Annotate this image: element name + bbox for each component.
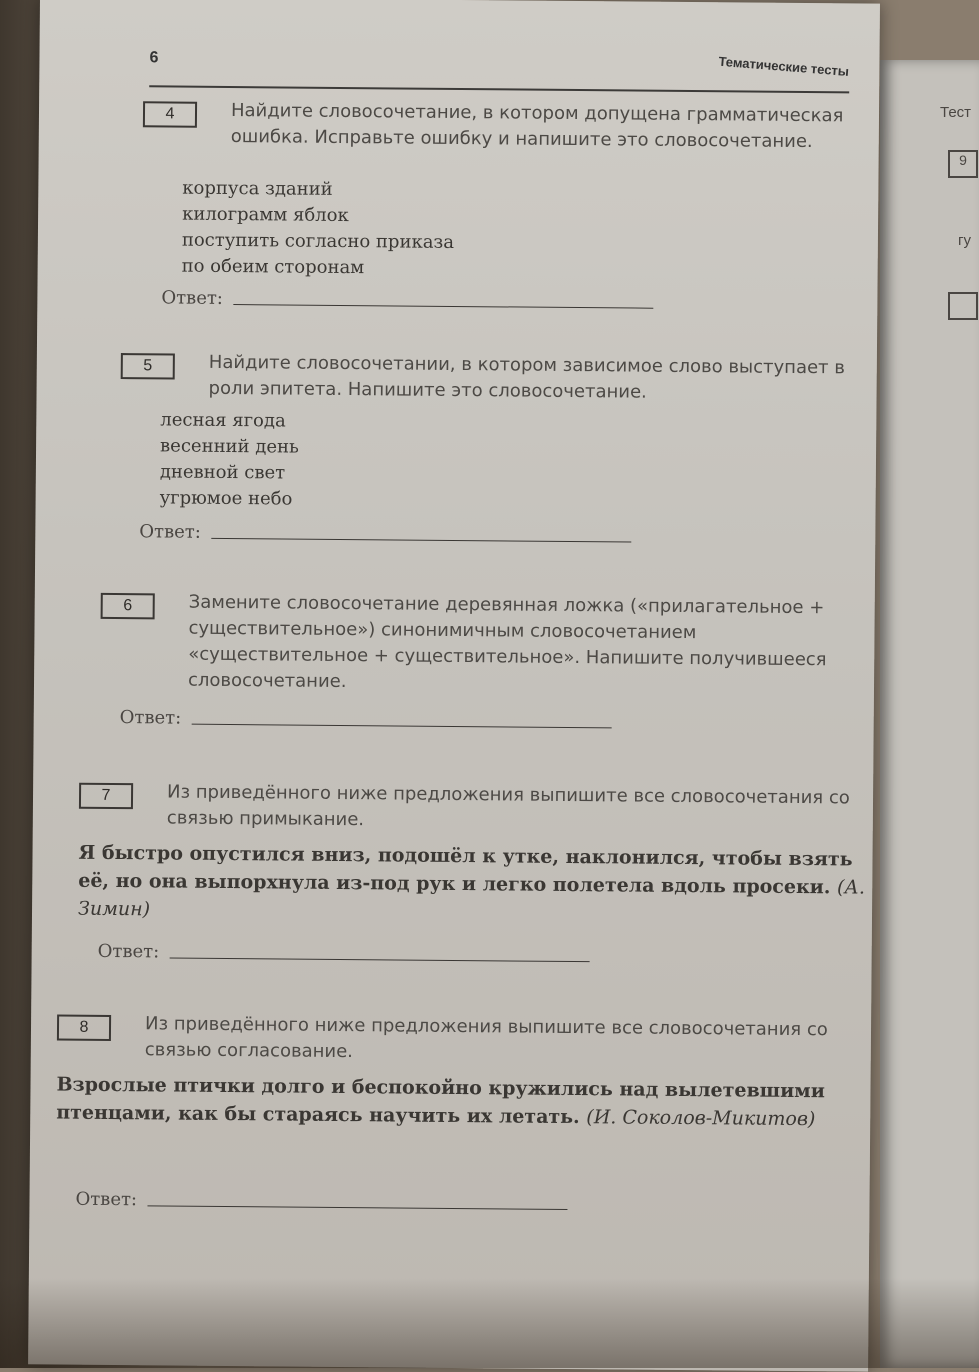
facing-page xyxy=(880,60,979,1368)
task-number-box: 6 xyxy=(101,593,155,619)
option: поступить согласно приказа xyxy=(181,229,455,253)
answer-field[interactable] xyxy=(161,285,223,312)
options-list xyxy=(160,407,300,512)
facing-page-head: Тест xyxy=(940,104,972,121)
task-prompt: Найдите словосочетание, в котором допущена грамматическая ошибка. Исправьте ошибку и напишите это словосочетание. xyxy=(230,100,844,153)
facing-page-box-2 xyxy=(948,292,978,320)
sentence-author: (А. Зимин) xyxy=(77,876,866,921)
answer-label: Ответ: xyxy=(139,521,201,543)
facing-page-fragment: гу xyxy=(958,232,971,249)
task-number-box: 4 xyxy=(143,101,197,127)
option: килограмм яблок xyxy=(182,203,349,227)
task-prompt: Из приведённого ниже предложения выпишите все словосочетания со связью согласование. xyxy=(144,1013,828,1063)
option: лесная ягода xyxy=(160,409,286,432)
answer-label: Ответ: xyxy=(97,940,160,963)
page-header xyxy=(149,45,849,93)
sentence-text: Я быстро опустился вниз, подошёл к утке, наклонился, чтобы взять её, но она выпорхнула из-под рук и легко полетела вдоль просеки. xyxy=(78,841,853,899)
answer-field[interactable] xyxy=(98,939,160,966)
answer-line[interactable] xyxy=(170,958,590,963)
running-head: Тематические тесты xyxy=(718,53,850,79)
sentence-author: (И. Соколов-Микитов) xyxy=(586,1106,816,1131)
answer-label: Ответ: xyxy=(119,707,182,729)
option: корпуса зданий xyxy=(182,177,333,200)
task-prompt: Замените словосочетание деревянная ложка («прилагательное + существительное») синонимичным словосочетанием «существительное + существительное». Напишите получившееся словосочетание. xyxy=(187,591,827,693)
background-bottom xyxy=(0,1278,979,1368)
answer-line[interactable] xyxy=(147,1205,567,1210)
option: дневной свет xyxy=(159,461,286,484)
task-prompt: Из приведённого ниже предложения выпишите все словосочетания со связью примыкание. xyxy=(166,781,850,831)
task-number-box: 8 xyxy=(57,1015,111,1041)
task-7 xyxy=(77,779,879,986)
task-number-box: 7 xyxy=(79,783,133,809)
task-5 xyxy=(119,349,881,566)
option: по обеим сторонам xyxy=(181,255,365,279)
book-page xyxy=(28,0,880,1372)
option: весенний день xyxy=(160,435,299,458)
answer-line[interactable] xyxy=(211,538,631,543)
answer-field[interactable] xyxy=(75,1187,137,1214)
source-sentence xyxy=(56,1071,866,1134)
task-8 xyxy=(55,1011,877,1258)
answer-label: Ответ: xyxy=(75,1188,138,1211)
option: угрюмое небо xyxy=(159,487,293,510)
task-number-box: 5 xyxy=(121,353,175,379)
answer-field[interactable] xyxy=(139,519,201,546)
options-list xyxy=(182,176,455,282)
task-prompt: Найдите словосочетании, в котором зависимое слово выступает в роли эпитета. Напишите это словосочетание. xyxy=(208,351,846,403)
answer-field[interactable] xyxy=(120,705,182,732)
answer-line[interactable] xyxy=(192,724,612,729)
facing-page-box: 9 xyxy=(948,150,978,178)
page-number: 6 xyxy=(149,49,159,67)
sentence-text: Взрослые птички долго и беспокойно кружились над вылетевшими птенцами, как бы стараясь научить их летать. xyxy=(56,1073,825,1129)
answer-line[interactable] xyxy=(233,304,653,309)
task-6 xyxy=(100,589,871,746)
task-4 xyxy=(141,97,883,323)
answer-label: Ответ: xyxy=(161,287,224,309)
source-sentence xyxy=(78,839,869,930)
